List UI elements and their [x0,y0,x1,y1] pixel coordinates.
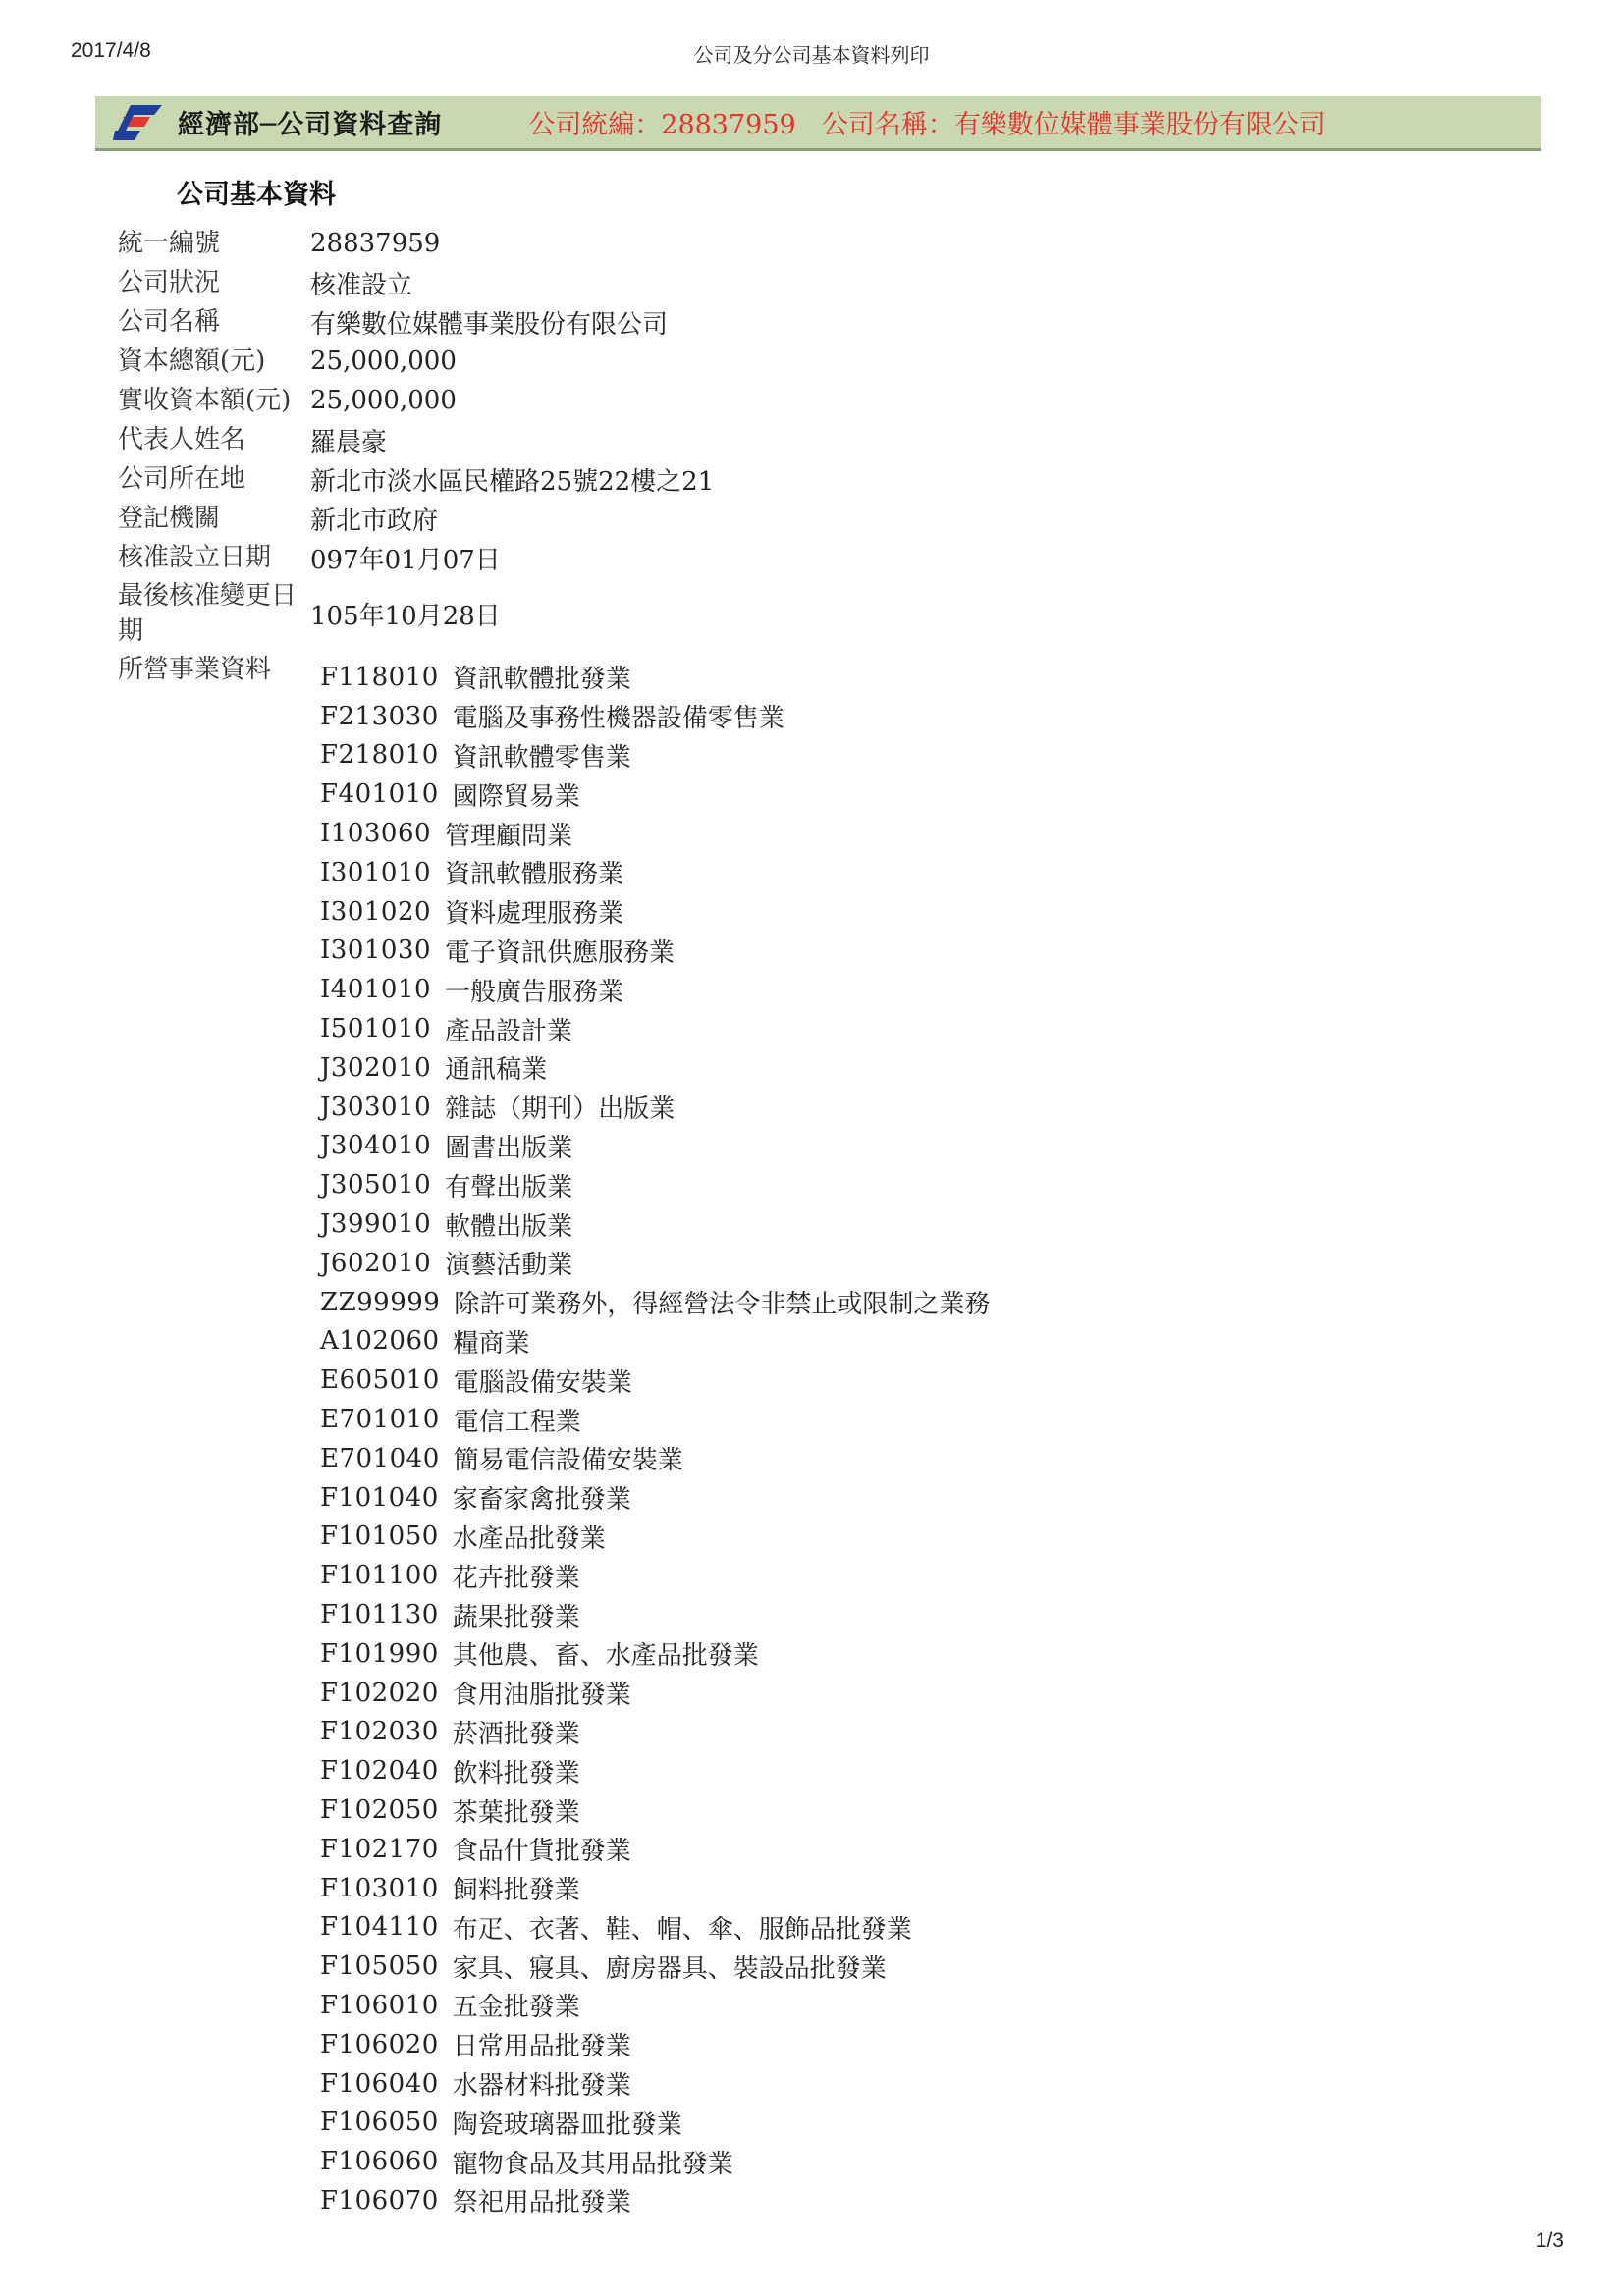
business-item [320,2025,990,2064]
site-title: 經濟部─公司資料查詢 [178,110,443,140]
field-row-approval-date [118,538,1198,577]
business-code: A102060 [320,1326,440,1357]
field-label: 實收資本額(元) [118,386,292,415]
business-item [320,1400,990,1439]
business-item [320,1830,990,1869]
business-item [320,1986,990,2025]
business-item [320,1361,990,1400]
field-row-status [118,263,1198,302]
business-item [320,1751,990,1790]
print-title: 公司及分公司基本資料列印 [693,43,930,67]
business-code: J602010 [320,1248,432,1278]
business-code: F106060 [320,2147,439,2177]
business-code: F106050 [320,2108,439,2138]
business-description: 演藝活動業 [445,1251,573,1281]
business-code: F102170 [320,1834,439,1864]
field-value: 25,000,000 [310,386,457,415]
field-label: 登記機關 [118,504,221,533]
field-value: 有樂數位媒體事業股份有限公司 [310,309,669,340]
field-row-registry-authority [118,499,1198,538]
business-code: F105050 [320,1951,439,1982]
business-item [320,1790,990,1830]
business-code: F102050 [320,1795,439,1825]
business-item [320,1869,990,1908]
business-item [320,658,990,697]
field-row-address [118,459,1198,499]
business-code: I401010 [320,975,432,1005]
business-label: 所營事業資料 [118,655,272,684]
business-item [320,932,990,971]
business-description: 除許可業務外，得經營法令非禁止或限制之業務 [454,1290,991,1320]
business-item [320,697,990,736]
business-item [320,892,990,932]
business-description: 食品什貨批發業 [452,1837,631,1867]
business-item [320,1322,990,1362]
business-description: 飼料批發業 [452,1876,580,1906]
business-item [320,1478,990,1518]
field-value: 25,000,000 [310,347,457,376]
business-item [320,853,990,892]
business-code: ZZ99999 [320,1287,441,1317]
business-item [320,2142,990,2181]
field-row-paid-capital [118,381,1198,420]
field-value: 羅晨豪 [310,427,388,457]
business-code: F401010 [320,779,439,810]
business-item [320,970,990,1009]
business-item-list [320,658,990,2220]
business-item [320,2181,990,2220]
field-label: 公司所在地 [118,464,246,494]
business-code: F102030 [320,1717,439,1747]
business-description: 資訊軟體服務業 [445,860,624,890]
field-value: 新北市淡水區民權路25號22樓之21 [310,466,715,497]
business-item [320,1947,990,1986]
business-description: 寵物食品及其用品批發業 [452,2149,733,2179]
business-item [320,1009,990,1048]
field-value: 105年10月28日 [310,601,501,631]
header-banner [95,96,1541,151]
field-row-tax-id [118,224,1198,263]
business-item [320,774,990,814]
company-id-text: 公司統編：28837959 [528,110,796,140]
business-description: 蔬果批發業 [452,1602,580,1632]
business-item [320,2103,990,2142]
business-description: 管理顧問業 [445,821,573,851]
business-description: 電子資訊供應服務業 [445,937,676,968]
business-description: 電腦設備安裝業 [453,1367,632,1398]
business-code: F118010 [320,662,439,692]
field-label: 統一編號 [118,229,221,258]
business-code: J305010 [320,1170,432,1201]
field-label: 最後核准變更日期 [118,581,298,646]
business-item [320,1088,990,1127]
business-item [320,1127,990,1166]
field-value: 097年01月07日 [310,545,501,575]
business-description: 通訊稿業 [445,1055,548,1086]
business-item [320,1048,990,1088]
business-description: 糧商業 [453,1328,530,1359]
business-description: 日常用品批發業 [452,2032,631,2062]
section-title: 公司基本資料 [177,180,336,210]
business-item [320,1908,990,1948]
business-item [320,1713,990,1752]
business-code: F101050 [320,1522,439,1552]
business-item [320,1204,990,1244]
company-fields [118,224,1198,2220]
field-row-representative [118,420,1198,459]
business-description: 圖書出版業 [445,1133,573,1163]
business-description: 飲料批發業 [452,1758,580,1789]
business-item [320,2064,990,2104]
business-description: 五金批發業 [452,1993,580,2023]
field-label: 公司狀況 [118,268,221,297]
business-code: I301020 [320,896,432,927]
business-code: F104110 [320,1912,439,1943]
business-description: 其他農、畜、水產品批發業 [452,1641,759,1672]
business-code: I103060 [320,819,432,849]
business-code: F106040 [320,2068,439,2099]
page-number: 1/3 [1535,2229,1564,2252]
business-code: E605010 [320,1365,440,1396]
company-name-text: 公司名稱：有樂數位媒體事業股份有限公司 [821,110,1325,140]
business-item [320,1518,990,1557]
business-item [320,1674,990,1713]
field-label: 公司名稱 [118,307,221,337]
business-code: I301010 [320,857,432,887]
business-code: F101040 [320,1482,439,1513]
business-item [320,1244,990,1283]
business-code: J304010 [320,1131,432,1161]
field-row-company-name [118,302,1198,342]
business-code: E701010 [320,1405,440,1435]
field-value: 28837959 [310,229,441,258]
business-item [320,1595,990,1634]
business-code: J303010 [320,1092,432,1122]
business-code: I301030 [320,935,432,966]
business-description: 國際貿易業 [452,781,580,812]
business-code: F218010 [320,740,439,771]
business-description: 一般廣告服務業 [445,977,624,1007]
business-description: 家具、寢具、廚房器具、裝設品批發業 [452,1953,887,1984]
field-label: 代表人姓名 [118,425,246,454]
company-summary [528,103,1325,141]
business-item [320,1165,990,1204]
business-description: 水器材料批發業 [452,2071,631,2102]
business-code: I501010 [320,1014,432,1044]
business-description: 陶瓷玻璃器皿批發業 [452,2109,682,2140]
business-code: J302010 [320,1052,432,1083]
business-description: 花卉批發業 [452,1563,580,1593]
business-item [320,1439,990,1478]
business-description: 軟體出版業 [445,1211,573,1242]
business-code: F106070 [320,2185,439,2216]
business-code: F106020 [320,2029,439,2059]
business-description: 資訊軟體零售業 [452,742,631,773]
business-code: F102040 [320,1756,439,1787]
business-item [320,1283,990,1322]
print-date: 2017/4/8 [71,39,151,62]
business-item [320,814,990,853]
field-value: 核准設立 [310,270,413,300]
business-code: F101990 [320,1638,439,1669]
business-description: 資料處理服務業 [445,899,624,930]
business-item [320,1556,990,1595]
business-description: 雜誌（期刊）出版業 [445,1095,676,1125]
business-code: F106010 [320,1990,439,2020]
business-description: 電腦及事務性機器設備零售業 [452,704,784,734]
field-row-total-capital [118,342,1198,381]
business-items-row [118,652,1198,2220]
business-code: F101130 [320,1600,439,1630]
business-code: F102020 [320,1678,439,1708]
field-label: 核准設立日期 [118,543,272,572]
business-item [320,736,990,775]
business-description: 家畜家禽批發業 [452,1485,631,1516]
business-description: 祭祀用品批發業 [452,2188,631,2218]
business-description: 食用油脂批發業 [452,1681,631,1711]
business-description: 菸酒批發業 [452,1719,580,1749]
business-code: F101100 [320,1561,439,1591]
field-row-last-change-date [118,577,1198,650]
business-code: E701040 [320,1443,440,1473]
business-description: 有聲出版業 [445,1172,573,1202]
business-description: 布疋、衣著、鞋、帽、傘、服飾品批發業 [452,1914,912,1945]
business-code: J399010 [320,1209,432,1240]
field-label: 資本總額(元) [118,347,266,376]
business-description: 水產品批發業 [452,1523,606,1554]
business-code: F213030 [320,701,439,731]
business-description: 產品設計業 [445,1016,573,1046]
field-value: 新北市政府 [310,506,439,536]
business-description: 電信工程業 [453,1407,581,1437]
business-description: 資訊軟體批發業 [452,665,631,695]
business-description: 簡易電信設備安裝業 [453,1446,683,1476]
business-code: F103010 [320,1873,439,1903]
business-description: 茶葉批發業 [452,1797,580,1828]
business-item [320,1634,990,1674]
ministry-logo-icon [111,101,166,144]
